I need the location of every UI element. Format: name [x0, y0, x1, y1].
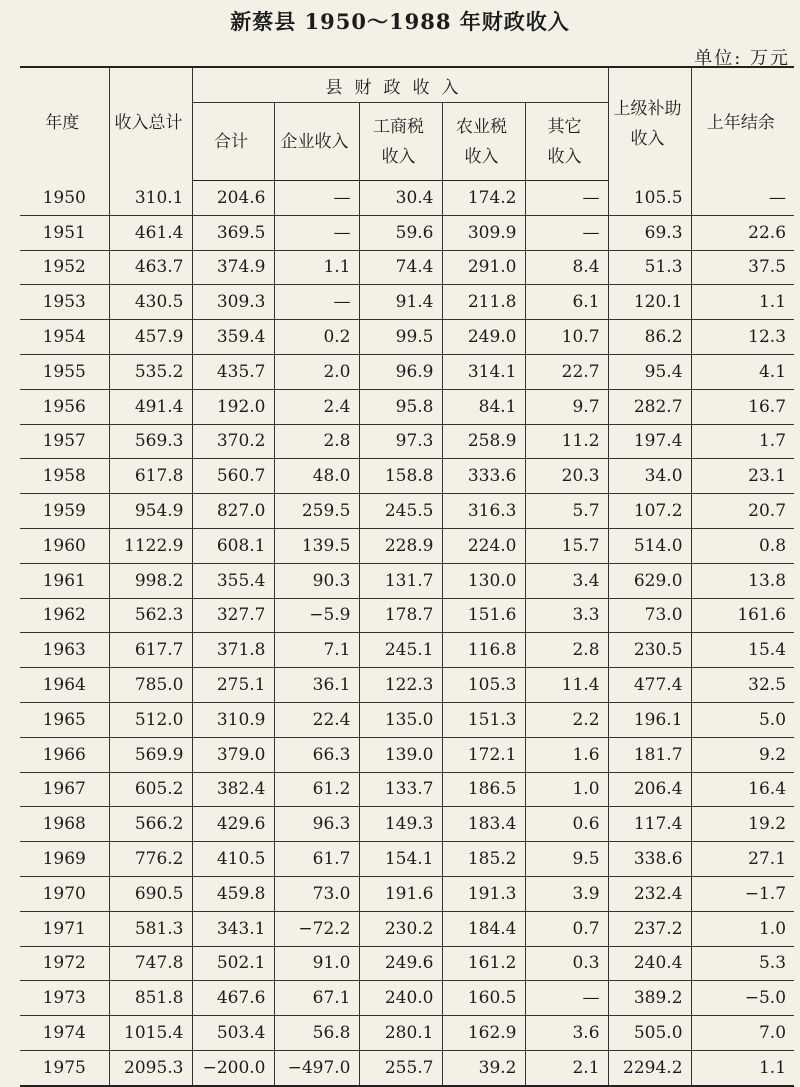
enterprise-cell: 73.0 [274, 876, 359, 911]
subtotal-cell: 379.0 [192, 737, 274, 772]
table-row [20, 737, 794, 772]
enterprise-cell: 66.3 [274, 737, 359, 772]
other-cell: 10.7 [525, 320, 608, 355]
year-cell: 1965 [20, 702, 109, 737]
other-cell: — [525, 181, 608, 216]
subsidy-cell: 181.7 [608, 737, 691, 772]
other-cell: 9.7 [525, 389, 608, 424]
subsidy-cell: 237.2 [608, 911, 691, 946]
enterprise-cell: −5.9 [274, 598, 359, 633]
other-cell: — [525, 215, 608, 250]
commerce-tax-cell: 91.4 [359, 285, 442, 320]
other-cell: 6.1 [525, 285, 608, 320]
commerce-tax-cell: 158.8 [359, 459, 442, 494]
table-row [20, 354, 794, 389]
year-cell: 1970 [20, 876, 109, 911]
agri-tax-cell: 316.3 [442, 494, 525, 529]
carryover-cell: 5.0 [691, 702, 794, 737]
agri-tax-cell: 191.3 [442, 876, 525, 911]
table-row [20, 772, 794, 807]
enterprise-cell: 90.3 [274, 563, 359, 598]
carryover-cell: 1.7 [691, 424, 794, 459]
agri-tax-cell: 249.0 [442, 320, 525, 355]
other-cell: 3.6 [525, 1016, 608, 1051]
carryover-cell: — [691, 181, 794, 216]
carryover-cell: 0.8 [691, 528, 794, 563]
enterprise-cell: 36.1 [274, 668, 359, 703]
total-cell: 776.2 [109, 842, 192, 877]
total-cell: 851.8 [109, 981, 192, 1016]
total-cell: 998.2 [109, 563, 192, 598]
carryover-cell: 1.0 [691, 911, 794, 946]
header-commerce-tax: 工商税 收入 [359, 103, 442, 181]
year-cell: 1963 [20, 633, 109, 668]
enterprise-cell: 61.2 [274, 772, 359, 807]
other-cell: 0.7 [525, 911, 608, 946]
revenue-table [20, 66, 794, 1087]
other-cell: 2.8 [525, 633, 608, 668]
table-row [20, 250, 794, 285]
enterprise-cell: 1.1 [274, 250, 359, 285]
year-cell: 1974 [20, 1016, 109, 1051]
subsidy-cell: 69.3 [608, 215, 691, 250]
subsidy-cell: 107.2 [608, 494, 691, 529]
total-cell: 581.3 [109, 911, 192, 946]
agri-tax-cell: 258.9 [442, 424, 525, 459]
year-cell: 1961 [20, 563, 109, 598]
enterprise-cell: 0.2 [274, 320, 359, 355]
subsidy-cell: 338.6 [608, 842, 691, 877]
subtotal-cell: 192.0 [192, 389, 274, 424]
year-cell: 1973 [20, 981, 109, 1016]
subsidy-cell: 105.5 [608, 181, 691, 216]
commerce-tax-cell: 280.1 [359, 1016, 442, 1051]
commerce-tax-cell: 96.9 [359, 354, 442, 389]
carryover-cell: 15.4 [691, 633, 794, 668]
subtotal-cell: 309.3 [192, 285, 274, 320]
year-cell: 1959 [20, 494, 109, 529]
agri-tax-cell: 224.0 [442, 528, 525, 563]
subsidy-cell: 232.4 [608, 876, 691, 911]
header-county-revenue: 县财政收入 [192, 67, 608, 103]
agri-tax-cell: 151.3 [442, 702, 525, 737]
agri-tax-cell: 116.8 [442, 633, 525, 668]
enterprise-cell: 2.8 [274, 424, 359, 459]
commerce-tax-cell: 135.0 [359, 702, 442, 737]
table-row [20, 1050, 794, 1085]
enterprise-cell: −497.0 [274, 1050, 359, 1085]
enterprise-cell: 48.0 [274, 459, 359, 494]
year-cell: 1972 [20, 946, 109, 981]
enterprise-cell: 56.8 [274, 1016, 359, 1051]
commerce-tax-cell: 30.4 [359, 181, 442, 216]
other-cell: 9.5 [525, 842, 608, 877]
enterprise-cell: 61.7 [274, 842, 359, 877]
year-cell: 1952 [20, 250, 109, 285]
subsidy-cell: 505.0 [608, 1016, 691, 1051]
other-cell: 22.7 [525, 354, 608, 389]
table-row [20, 981, 794, 1016]
subtotal-cell: 608.1 [192, 528, 274, 563]
agri-tax-cell: 172.1 [442, 737, 525, 772]
other-cell: 1.0 [525, 772, 608, 807]
commerce-tax-cell: 97.3 [359, 424, 442, 459]
table-row [20, 633, 794, 668]
other-cell: 11.2 [525, 424, 608, 459]
header-year: 年度 [20, 67, 109, 181]
year-cell: 1951 [20, 215, 109, 250]
commerce-tax-cell: 95.8 [359, 389, 442, 424]
subsidy-cell: 196.1 [608, 702, 691, 737]
total-cell: 954.9 [109, 494, 192, 529]
subsidy-cell: 282.7 [608, 389, 691, 424]
table-row [20, 1016, 794, 1051]
carryover-cell: 4.1 [691, 354, 794, 389]
subsidy-cell: 95.4 [608, 354, 691, 389]
carryover-cell: 9.2 [691, 737, 794, 772]
table-row [20, 424, 794, 459]
subtotal-cell: 204.6 [192, 181, 274, 216]
total-cell: 535.2 [109, 354, 192, 389]
total-cell: 461.4 [109, 215, 192, 250]
commerce-tax-cell: 230.2 [359, 911, 442, 946]
other-cell: 3.4 [525, 563, 608, 598]
commerce-tax-cell: 240.0 [359, 981, 442, 1016]
table-row [20, 842, 794, 877]
header-agri-tax: 农业税 收入 [442, 103, 525, 181]
year-cell: 1960 [20, 528, 109, 563]
total-cell: 310.1 [109, 181, 192, 216]
enterprise-cell: 259.5 [274, 494, 359, 529]
carryover-cell: 27.1 [691, 842, 794, 877]
enterprise-cell: 7.1 [274, 633, 359, 668]
header-other: 其它 收入 [525, 103, 608, 181]
agri-tax-cell: 39.2 [442, 1050, 525, 1085]
header-total: 收入总计 [109, 67, 192, 181]
subtotal-cell: 503.4 [192, 1016, 274, 1051]
enterprise-cell: 67.1 [274, 981, 359, 1016]
commerce-tax-cell: 245.1 [359, 633, 442, 668]
commerce-tax-cell: 133.7 [359, 772, 442, 807]
enterprise-cell: 96.3 [274, 807, 359, 842]
year-cell: 1954 [20, 320, 109, 355]
table-row [20, 181, 794, 216]
carryover-cell: 5.3 [691, 946, 794, 981]
commerce-tax-cell: 122.3 [359, 668, 442, 703]
subtotal-cell: 374.9 [192, 250, 274, 285]
other-cell: 20.3 [525, 459, 608, 494]
table-row [20, 285, 794, 320]
total-cell: 617.8 [109, 459, 192, 494]
header-enterprise: 企业收入 [274, 103, 359, 181]
carryover-cell: 22.6 [691, 215, 794, 250]
other-cell: 2.2 [525, 702, 608, 737]
agri-tax-cell: 174.2 [442, 181, 525, 216]
year-cell: 1962 [20, 598, 109, 633]
year-cell: 1975 [20, 1050, 109, 1085]
total-cell: 785.0 [109, 668, 192, 703]
subsidy-cell: 2294.2 [608, 1050, 691, 1085]
carryover-cell: −5.0 [691, 981, 794, 1016]
enterprise-cell: −72.2 [274, 911, 359, 946]
subtotal-cell: −200.0 [192, 1050, 274, 1085]
subtotal-cell: 359.4 [192, 320, 274, 355]
year-cell: 1950 [20, 181, 109, 216]
subsidy-cell: 197.4 [608, 424, 691, 459]
total-cell: 605.2 [109, 772, 192, 807]
subsidy-cell: 51.3 [608, 250, 691, 285]
table-row [20, 494, 794, 529]
carryover-cell: 19.2 [691, 807, 794, 842]
year-cell: 1953 [20, 285, 109, 320]
total-cell: 430.5 [109, 285, 192, 320]
total-cell: 457.9 [109, 320, 192, 355]
total-cell: 463.7 [109, 250, 192, 285]
enterprise-cell: — [274, 181, 359, 216]
other-cell: 5.7 [525, 494, 608, 529]
commerce-tax-cell: 178.7 [359, 598, 442, 633]
enterprise-cell: — [274, 215, 359, 250]
other-cell: 0.3 [525, 946, 608, 981]
enterprise-cell: 22.4 [274, 702, 359, 737]
other-cell: 8.4 [525, 250, 608, 285]
carryover-cell: 16.4 [691, 772, 794, 807]
enterprise-cell: 139.5 [274, 528, 359, 563]
agri-tax-cell: 185.2 [442, 842, 525, 877]
table-row [20, 702, 794, 737]
table-header [20, 67, 794, 181]
subsidy-cell: 230.5 [608, 633, 691, 668]
commerce-tax-cell: 99.5 [359, 320, 442, 355]
subtotal-cell: 467.6 [192, 981, 274, 1016]
year-cell: 1956 [20, 389, 109, 424]
carryover-cell: 1.1 [691, 285, 794, 320]
total-cell: 2095.3 [109, 1050, 192, 1085]
subsidy-cell: 240.4 [608, 946, 691, 981]
year-cell: 1957 [20, 424, 109, 459]
subsidy-cell: 73.0 [608, 598, 691, 633]
header-carryover: 上年结余 [691, 67, 794, 181]
year-cell: 1969 [20, 842, 109, 877]
year-cell: 1966 [20, 737, 109, 772]
subsidy-cell: 389.2 [608, 981, 691, 1016]
subsidy-cell: 34.0 [608, 459, 691, 494]
commerce-tax-cell: 228.9 [359, 528, 442, 563]
subtotal-cell: 382.4 [192, 772, 274, 807]
carryover-cell: 20.7 [691, 494, 794, 529]
enterprise-cell: 2.0 [274, 354, 359, 389]
commerce-tax-cell: 249.6 [359, 946, 442, 981]
enterprise-cell: — [274, 285, 359, 320]
agri-tax-cell: 291.0 [442, 250, 525, 285]
page-title: 新蔡县 1950～1988 年财政收入 [230, 9, 570, 34]
subtotal-cell: 410.5 [192, 842, 274, 877]
subsidy-cell: 206.4 [608, 772, 691, 807]
commerce-tax-cell: 131.7 [359, 563, 442, 598]
table-row [20, 668, 794, 703]
subsidy-cell: 86.2 [608, 320, 691, 355]
table-row [20, 459, 794, 494]
other-cell: 3.3 [525, 598, 608, 633]
header-subsidy: 上级补助 收入 [608, 67, 691, 181]
subsidy-cell: 117.4 [608, 807, 691, 842]
carryover-cell: 16.7 [691, 389, 794, 424]
subsidy-cell: 514.0 [608, 528, 691, 563]
subtotal-cell: 275.1 [192, 668, 274, 703]
total-cell: 1015.4 [109, 1016, 192, 1051]
total-cell: 566.2 [109, 807, 192, 842]
carryover-cell: 161.6 [691, 598, 794, 633]
table-row [20, 528, 794, 563]
commerce-tax-cell: 139.0 [359, 737, 442, 772]
agri-tax-cell: 333.6 [442, 459, 525, 494]
carryover-cell: 23.1 [691, 459, 794, 494]
subtotal-cell: 429.6 [192, 807, 274, 842]
total-cell: 747.8 [109, 946, 192, 981]
table-body [20, 181, 794, 1086]
agri-tax-cell: 160.5 [442, 981, 525, 1016]
year-cell: 1971 [20, 911, 109, 946]
subtotal-cell: 435.7 [192, 354, 274, 389]
commerce-tax-cell: 149.3 [359, 807, 442, 842]
carryover-cell: 13.8 [691, 563, 794, 598]
enterprise-cell: 2.4 [274, 389, 359, 424]
year-cell: 1967 [20, 772, 109, 807]
carryover-cell: 1.1 [691, 1050, 794, 1085]
total-cell: 512.0 [109, 702, 192, 737]
subtotal-cell: 459.8 [192, 876, 274, 911]
other-cell: 3.9 [525, 876, 608, 911]
agri-tax-cell: 314.1 [442, 354, 525, 389]
carryover-cell: 7.0 [691, 1016, 794, 1051]
subtotal-cell: 370.2 [192, 424, 274, 459]
commerce-tax-cell: 245.5 [359, 494, 442, 529]
table-row [20, 876, 794, 911]
table-row [20, 598, 794, 633]
total-cell: 562.3 [109, 598, 192, 633]
table-row [20, 563, 794, 598]
enterprise-cell: 91.0 [274, 946, 359, 981]
agri-tax-cell: 105.3 [442, 668, 525, 703]
year-cell: 1958 [20, 459, 109, 494]
year-cell: 1964 [20, 668, 109, 703]
year-cell: 1955 [20, 354, 109, 389]
unit-label: 单位: 万元 [694, 48, 790, 69]
subtotal-cell: 371.8 [192, 633, 274, 668]
other-cell: 11.4 [525, 668, 608, 703]
subtotal-cell: 310.9 [192, 702, 274, 737]
carryover-cell: −1.7 [691, 876, 794, 911]
carryover-cell: 37.5 [691, 250, 794, 285]
subtotal-cell: 502.1 [192, 946, 274, 981]
subsidy-cell: 629.0 [608, 563, 691, 598]
subtotal-cell: 560.7 [192, 459, 274, 494]
agri-tax-cell: 184.4 [442, 911, 525, 946]
carryover-cell: 32.5 [691, 668, 794, 703]
header-subtotal: 合计 [192, 103, 274, 181]
commerce-tax-cell: 191.6 [359, 876, 442, 911]
agri-tax-cell: 186.5 [442, 772, 525, 807]
total-cell: 617.7 [109, 633, 192, 668]
commerce-tax-cell: 154.1 [359, 842, 442, 877]
commerce-tax-cell: 74.4 [359, 250, 442, 285]
agri-tax-cell: 309.9 [442, 215, 525, 250]
commerce-tax-cell: 59.6 [359, 215, 442, 250]
agri-tax-cell: 183.4 [442, 807, 525, 842]
table-row [20, 911, 794, 946]
total-cell: 1122.9 [109, 528, 192, 563]
agri-tax-cell: 162.9 [442, 1016, 525, 1051]
subtotal-cell: 343.1 [192, 911, 274, 946]
commerce-tax-cell: 255.7 [359, 1050, 442, 1085]
other-cell: 0.6 [525, 807, 608, 842]
total-cell: 569.9 [109, 737, 192, 772]
subtotal-cell: 827.0 [192, 494, 274, 529]
agri-tax-cell: 211.8 [442, 285, 525, 320]
subsidy-cell: 477.4 [608, 668, 691, 703]
table-row [20, 320, 794, 355]
other-cell: 1.6 [525, 737, 608, 772]
agri-tax-cell: 84.1 [442, 389, 525, 424]
agri-tax-cell: 151.6 [442, 598, 525, 633]
subtotal-cell: 327.7 [192, 598, 274, 633]
table-row [20, 389, 794, 424]
other-cell: 15.7 [525, 528, 608, 563]
carryover-cell: 12.3 [691, 320, 794, 355]
table-row [20, 807, 794, 842]
agri-tax-cell: 161.2 [442, 946, 525, 981]
total-cell: 491.4 [109, 389, 192, 424]
subsidy-cell: 120.1 [608, 285, 691, 320]
subtotal-cell: 369.5 [192, 215, 274, 250]
subtotal-cell: 355.4 [192, 563, 274, 598]
table-row [20, 215, 794, 250]
total-cell: 569.3 [109, 424, 192, 459]
total-cell: 690.5 [109, 876, 192, 911]
other-cell: — [525, 981, 608, 1016]
agri-tax-cell: 130.0 [442, 563, 525, 598]
other-cell: 2.1 [525, 1050, 608, 1085]
table-row [20, 946, 794, 981]
year-cell: 1968 [20, 807, 109, 842]
